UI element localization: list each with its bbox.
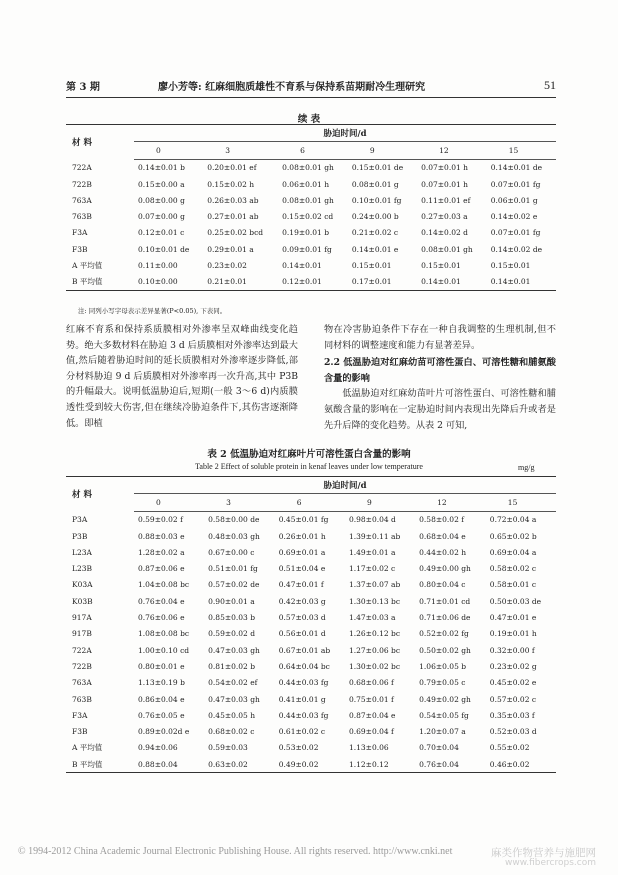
value-cell: 1.20±0.07 a: [419, 727, 466, 737]
value-cell: 0.72±0.04 a: [489, 515, 537, 525]
table-row: [66, 159, 556, 176]
value-cell: 0.89±0.02d e: [138, 727, 190, 737]
value-cell: 0.76±0.05 e: [138, 710, 185, 720]
value-cell: 0.56±0.01 d: [278, 629, 326, 639]
value-cell: 0.44±0.02 h: [419, 547, 467, 557]
value-cell: 0.44±0.03 fg: [278, 710, 329, 720]
value-cell: 0.14±0.01: [282, 261, 322, 271]
time-header: 胁迫时间/d: [134, 477, 556, 494]
value-cell: 0.68±0.04 e: [419, 531, 466, 541]
material-cell: F3B: [72, 244, 88, 254]
time-header: 胁迫时间/d: [134, 125, 556, 142]
value-cell: 0.98±0.04 d: [348, 515, 396, 525]
value-cell: 0.23±0.02 g: [489, 661, 537, 671]
day-header: 6: [278, 142, 348, 159]
value-cell: 0.68±0.02 c: [208, 727, 255, 737]
value-cell: 0.11±0.01 ef: [421, 195, 471, 205]
material-cell: F3A: [72, 228, 88, 238]
value-cell: 0.07±0.00 g: [138, 212, 185, 222]
value-cell: 0.07±0.01 h: [421, 179, 468, 189]
material-cell: F3A: [72, 710, 88, 720]
table1-note: 注: 同列小写字母表示差异显著(P<0.05), 下表同。: [78, 307, 227, 315]
value-cell: 0.44±0.03 fg: [278, 678, 329, 688]
value-cell: 0.49±0.00 gh: [419, 564, 471, 574]
value-cell: 0.49±0.02 gh: [419, 694, 471, 704]
value-cell: 0.47±0.03 gh: [208, 694, 260, 704]
value-cell: 0.57±0.02 c: [489, 694, 537, 704]
value-cell: 0.06±0.01 g: [490, 195, 538, 205]
material-cell: B 平均值: [66, 756, 134, 773]
body-left-column: [66, 322, 298, 431]
value-cell: 0.14±0.02 e: [490, 212, 538, 222]
value-cell: 0.15±0.01 de: [351, 163, 404, 173]
issue-number: 第 3 期: [66, 82, 100, 93]
value-cell: 1.37±0.07 ab: [348, 580, 401, 590]
value-cell: 0.75±0.01 f: [348, 694, 394, 704]
material-cell: A 平均值: [72, 261, 103, 271]
running-title: 廖小芳等: 红麻细胞质雄性不育系与保持系苗期耐冷生理研究: [158, 82, 426, 93]
value-cell: 0.47±0.01 f: [278, 580, 324, 590]
table-row: [66, 192, 556, 208]
value-cell: 0.06±0.01 h: [282, 179, 330, 189]
material-cell: A 平均值: [72, 743, 103, 753]
value-cell: 0.08±0.01 gh: [282, 195, 334, 205]
value-cell: 1.27±0.06 bc: [348, 645, 401, 655]
table-row: [66, 626, 556, 642]
value-cell: 0.59±0.03: [208, 743, 248, 753]
value-cell: 0.14±0.01 b: [138, 163, 185, 173]
day-header: 9: [345, 494, 415, 511]
value-cell: 0.14±0.02 de: [490, 244, 543, 254]
value-cell: 0.65±0.02 b: [489, 531, 537, 541]
value-cell: 0.69±0.04 a: [489, 547, 537, 557]
value-cell: 0.69±0.04 f: [348, 727, 394, 737]
material-cell: 763A: [72, 195, 92, 205]
value-cell: 0.46±0.02: [486, 756, 556, 773]
table2: [66, 476, 556, 773]
header-rule: [66, 97, 556, 98]
material-cell: L23A: [72, 547, 92, 557]
value-cell: 0.94±0.06: [138, 743, 178, 753]
value-cell: 1.04±0.08 bc: [138, 580, 190, 590]
value-cell: 0.57±0.02 de: [208, 580, 260, 590]
day-header: 15: [486, 494, 556, 511]
value-cell: 0.21±0.02 c: [351, 228, 399, 238]
value-cell: 0.20±0.01 ef: [207, 163, 257, 173]
table-row: [66, 740, 556, 756]
table-row: [66, 756, 556, 773]
day-header: 6: [275, 494, 345, 511]
table-row: [66, 225, 556, 241]
value-cell: 0.87±0.06 e: [138, 564, 185, 574]
value-cell: 0.58±0.01 c: [489, 580, 537, 590]
material-cell: 722A: [72, 162, 92, 172]
material-header: 材 料: [66, 477, 134, 512]
value-cell: 0.71±0.06 de: [419, 613, 471, 623]
value-cell: 0.26±0.03 ab: [207, 195, 259, 205]
value-cell: 0.88±0.03 e: [138, 531, 185, 541]
table2-unit: mg/g: [518, 463, 535, 472]
value-cell: 0.80±0.01 e: [138, 661, 185, 671]
day-header: 0: [134, 494, 204, 511]
value-cell: 0.67±0.00 c: [208, 547, 255, 557]
value-cell: 0.81±0.02 b: [208, 661, 256, 671]
value-cell: 0.10±0.01 fg: [351, 195, 402, 205]
body-right-column: [324, 322, 556, 433]
value-cell: 0.51±0.01 fg: [208, 564, 258, 574]
material-cell: 763B: [72, 694, 92, 704]
value-cell: 0.50±0.02 gh: [419, 645, 471, 655]
value-cell: 0.58±0.02 f: [419, 515, 464, 525]
day-header: 9: [348, 142, 417, 159]
table-row: [66, 274, 556, 291]
value-cell: 0.24±0.00 b: [351, 212, 399, 222]
value-cell: 0.57±0.03 d: [278, 613, 326, 623]
table-header-row: [66, 125, 556, 142]
material-cell: K03A: [72, 580, 93, 590]
value-cell: 0.07±0.01 fg: [490, 179, 541, 189]
value-cell: 0.29±0.01 a: [207, 244, 254, 254]
table-row: [66, 609, 556, 625]
value-cell: 0.53±0.02: [278, 743, 319, 753]
value-cell: 1.08±0.08 bc: [138, 629, 190, 639]
body-paragraph-right: 物在冷害胁迫条件下存在一种自我调整的生理机制,但不同材料的调整速度和能力有显著差异。: [324, 324, 556, 351]
value-cell: 0.25±0.02 bcd: [207, 228, 264, 238]
value-cell: 0.14±0.01: [487, 274, 556, 291]
table-row: [66, 560, 556, 576]
value-cell: 0.59±0.02 d: [208, 629, 256, 639]
value-cell: 0.63±0.02: [204, 756, 275, 773]
value-cell: 1.26±0.12 bc: [348, 629, 401, 639]
watermark-text: 麻类作物营养与施肥网: [491, 847, 596, 859]
material-cell: 722B: [72, 661, 92, 671]
value-cell: 0.49±0.02: [275, 756, 345, 773]
day-header: 3: [203, 142, 278, 159]
material-cell: 917B: [72, 629, 92, 639]
value-cell: 1.47±0.03 a: [348, 613, 396, 623]
value-cell: 0.27±0.03 a: [421, 212, 468, 222]
value-cell: 0.09±0.01 fg: [282, 244, 332, 254]
material-cell: 722B: [72, 179, 92, 189]
value-cell: 1.28±0.02 a: [138, 547, 185, 557]
value-cell: 0.15±0.02 h: [207, 179, 255, 189]
value-cell: 0.12±0.01: [278, 274, 348, 291]
value-cell: 0.15±0.01: [351, 261, 392, 271]
table1: [66, 124, 556, 291]
value-cell: 0.15±0.01: [490, 261, 531, 271]
value-cell: 0.80±0.04 c: [419, 580, 466, 590]
table2-caption-en: Table 2 Effect of soluble protein in kenaf leaves under low temperature: [195, 462, 423, 471]
value-cell: 0.55±0.02: [489, 743, 530, 753]
value-cell: 0.11±0.00: [138, 261, 178, 271]
value-cell: 0.45±0.02 e: [489, 678, 537, 688]
value-cell: 0.76±0.04: [415, 756, 486, 773]
value-cell: 0.15±0.01: [421, 261, 461, 271]
value-cell: 0.61±0.02 c: [278, 727, 326, 737]
value-cell: 0.41±0.01 g: [278, 694, 326, 704]
table-row: [66, 208, 556, 224]
value-cell: 0.08±0.00 g: [138, 195, 185, 205]
value-cell: 1.06±0.05 b: [419, 661, 467, 671]
value-cell: 0.51±0.04 e: [278, 564, 326, 574]
material-header: 材 料: [66, 125, 134, 160]
value-cell: 0.54±0.05 fg: [419, 710, 469, 720]
day-header: 12: [415, 494, 486, 511]
table2-caption-cn: 表 2 低温胁迫对红麻叶片可溶性蛋白含量的影响: [207, 449, 411, 460]
section-heading: 2.2 低温胁迫对红麻幼苗可溶性蛋白、可溶性糖和脯氨酸含量的影响: [324, 357, 556, 384]
value-cell: 0.19±0.01 h: [489, 629, 537, 639]
value-cell: 0.19±0.01 b: [282, 228, 330, 238]
table-row: [66, 241, 556, 257]
value-cell: 1.13±0.06: [348, 743, 389, 753]
running-header: [66, 78, 556, 94]
value-cell: 0.67±0.01 ab: [278, 645, 331, 655]
value-cell: 0.08±0.01 gh: [421, 244, 473, 254]
material-cell: 763A: [72, 678, 92, 688]
value-cell: 0.59±0.02 f: [138, 515, 183, 525]
value-cell: 0.35±0.03 f: [489, 710, 535, 720]
value-cell: 0.87±0.04 e: [348, 710, 396, 720]
material-cell: 722A: [72, 645, 92, 655]
value-cell: 1.30±0.13 bc: [348, 596, 401, 606]
copyright-footer: © 1994-2012 China Academic Journal Electronic Publishing House. All rights reserved. http://www.cnki.net: [18, 846, 453, 857]
value-cell: 0.07±0.01 h: [421, 163, 468, 173]
value-cell: 0.14±0.02 d: [421, 228, 468, 238]
value-cell: 0.42±0.03 g: [278, 596, 326, 606]
value-cell: 0.86±0.04 e: [138, 694, 185, 704]
value-cell: 0.76±0.04 e: [138, 596, 185, 606]
value-cell: 0.14±0.01: [417, 274, 487, 291]
value-cell: 0.27±0.01 ab: [207, 212, 259, 222]
value-cell: 0.90±0.01 a: [208, 596, 255, 606]
value-cell: 1.49±0.01 a: [348, 547, 396, 557]
value-cell: 0.21±0.01: [203, 274, 278, 291]
body-paragraph-left: 红麻不育系和保持系质膜相对外渗率呈双峰曲线变化趋势。绝大多数材料在胁迫 3 d 后质膜相对外渗率达到最大值,然后随着胁迫时间的延长质膜相对外渗率逐步降低,部分材料胁迫 9 d 后质膜相对外渗率再一次升高,其中 P3B 的升幅最大。说明低温胁迫后,短期(一般 3～6 d)内质膜透性受到较大伤害,但在继续冷胁迫条件下,其伤害逐渐降低。即植: [66, 324, 298, 429]
value-cell: 0.58±0.02 c: [489, 564, 537, 574]
value-cell: 0.47±0.01 e: [489, 613, 537, 623]
material-cell: 917A: [72, 613, 92, 623]
value-cell: 0.58±0.00 de: [208, 515, 260, 525]
value-cell: 0.08±0.01 g: [351, 179, 399, 189]
value-cell: 1.12±0.12: [345, 756, 415, 773]
value-cell: 1.17±0.02 c: [348, 564, 396, 574]
day-header: 3: [204, 494, 275, 511]
value-cell: 0.14±0.01 e: [351, 244, 399, 254]
value-cell: 0.12±0.01 c: [138, 228, 185, 238]
material-cell: K03B: [72, 596, 93, 606]
value-cell: 0.15±0.00 a: [138, 179, 185, 189]
page-number: 51: [544, 78, 556, 92]
table-row: [66, 528, 556, 544]
table-header-row: [66, 477, 556, 494]
material-cell: B 平均值: [66, 274, 134, 291]
table-row: [66, 577, 556, 593]
value-cell: 0.15±0.02 cd: [282, 212, 334, 222]
value-cell: 0.45±0.05 h: [208, 710, 256, 720]
value-cell: 0.64±0.04 bc: [278, 661, 330, 671]
value-cell: 0.17±0.01: [348, 274, 417, 291]
table-row: [66, 707, 556, 723]
value-cell: 0.48±0.03 gh: [208, 531, 260, 541]
value-cell: 0.79±0.05 c: [419, 678, 466, 688]
value-cell: 0.14±0.01 de: [490, 163, 543, 173]
value-cell: 0.07±0.01 fg: [490, 228, 541, 238]
body-paragraph-right-2: 低温胁迫对红麻幼苗叶片可溶性蛋白、可溶性糖和脯氨酸含量的影响在一定胁迫时间内表现出先降后升或者是先升后降的变化趋势。从表 2 可知,: [324, 388, 556, 431]
value-cell: 0.10±0.00: [134, 274, 203, 291]
value-cell: 0.08±0.01 gh: [282, 163, 334, 173]
material-cell: L23B: [72, 564, 93, 574]
value-cell: 0.26±0.01 h: [278, 531, 326, 541]
value-cell: 1.13±0.19 b: [138, 678, 185, 688]
value-cell: 0.52±0.03 d: [489, 727, 537, 737]
table1-caption: 续 表: [297, 114, 321, 125]
material-cell: F3B: [72, 727, 88, 737]
table-row: [66, 642, 556, 658]
day-header: 0: [134, 142, 203, 159]
table-row: [66, 723, 556, 739]
value-cell: 1.39±0.11 ab: [348, 531, 401, 541]
material-cell: 763B: [72, 212, 92, 222]
value-cell: 0.10±0.01 de: [138, 244, 190, 254]
value-cell: 0.52±0.02 fg: [419, 629, 469, 639]
table-row: [66, 691, 556, 707]
day-header-row: [66, 494, 556, 511]
table-row: [66, 511, 556, 528]
material-cell: P3A: [72, 514, 88, 524]
value-cell: 0.71±0.01 cd: [419, 596, 471, 606]
material-cell: P3B: [72, 531, 88, 541]
value-cell: 0.47±0.03 gh: [208, 645, 260, 655]
table-row: [66, 176, 556, 192]
value-cell: 0.50±0.03 de: [489, 596, 542, 606]
value-cell: 1.00±0.10 cd: [138, 645, 190, 655]
value-cell: 0.69±0.01 a: [278, 547, 326, 557]
table-row: [66, 675, 556, 691]
table-row: [66, 593, 556, 609]
day-header-row: [66, 142, 556, 159]
value-cell: 1.30±0.02 bc: [348, 661, 401, 671]
table-row: [66, 544, 556, 560]
watermark-url: www.fibercrops.com: [505, 858, 596, 868]
table-row: [66, 257, 556, 273]
value-cell: 0.70±0.04: [419, 743, 459, 753]
value-cell: 0.32±0.00 f: [489, 645, 535, 655]
value-cell: 0.45±0.01 fg: [278, 515, 329, 525]
value-cell: 0.68±0.06 f: [348, 678, 394, 688]
value-cell: 0.76±0.06 e: [138, 613, 185, 623]
value-cell: 0.85±0.03 b: [208, 613, 256, 623]
day-header: 12: [417, 142, 487, 159]
day-header: 15: [487, 142, 556, 159]
value-cell: 0.88±0.04: [134, 756, 204, 773]
value-cell: 0.23±0.02: [207, 261, 247, 271]
table-row: [66, 658, 556, 674]
value-cell: 0.54±0.02 ef: [208, 678, 258, 688]
